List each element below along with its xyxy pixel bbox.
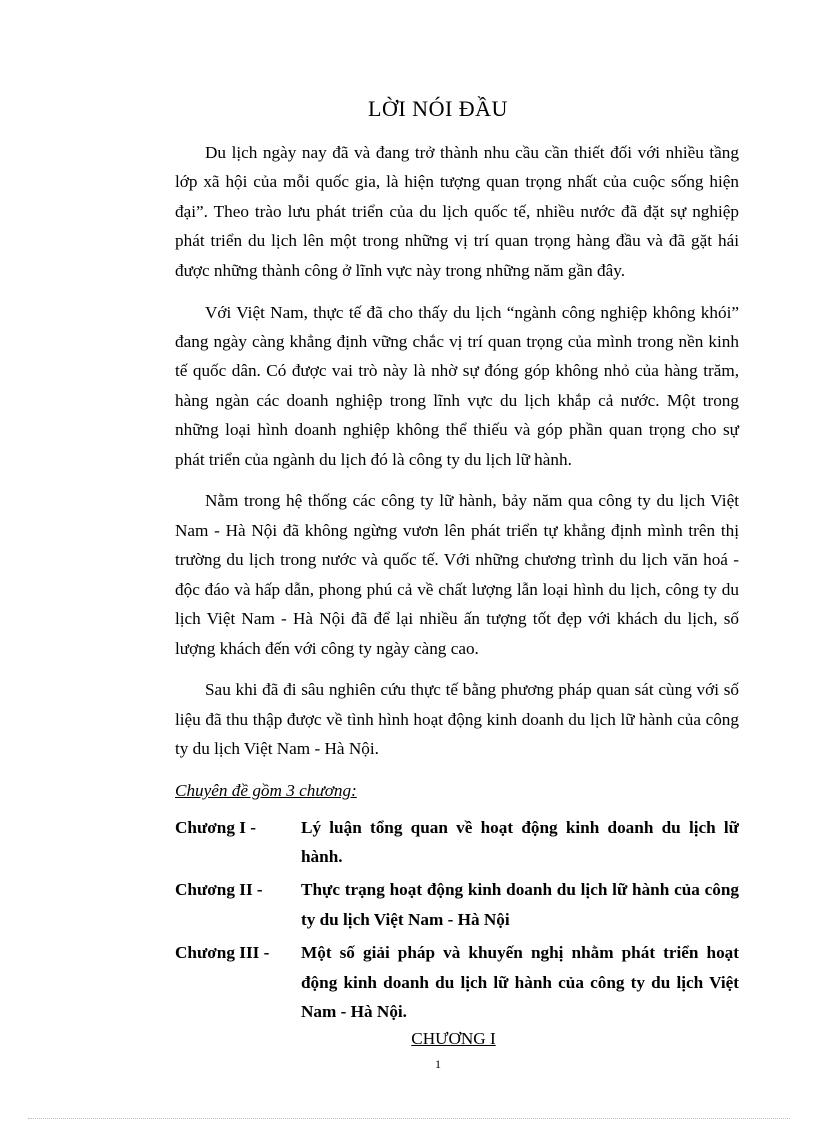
chapter-title: Thực trạng hoạt động kinh doanh du lịch lữ hành của công ty du lịch Việt Nam - Hà Nội xyxy=(301,880,739,929)
page-bottom-divider xyxy=(28,1118,790,1119)
chapter-label: Chương III - xyxy=(175,943,270,963)
page-number: 1 xyxy=(435,1057,441,1071)
paragraph: Sau khi đã đi sâu nghiên cứu thực tế bằng phương pháp quan sát cùng với số liệu đã thu thập được về tình hình hoạt động kinh doanh du lịch lữ hành của công ty du lịch Việt Nam - Hà Nội. xyxy=(175,680,739,759)
chapter-label: Chương I - xyxy=(175,817,256,837)
chapter-title: Một số giải pháp và khuyến nghị nhằm phát triển hoạt động kinh doanh du lịch lữ hành của công ty du lịch Việt Nam - Hà Nội. xyxy=(301,943,739,1021)
chapter-title: Lý luận tổng quan về hoạt động kinh doanh du lịch lữ hành. xyxy=(301,817,739,866)
chapter-item xyxy=(175,938,739,1026)
document-body xyxy=(175,138,739,1054)
paragraph: Nằm trong hệ thống các công ty lữ hành, bảy năm qua công ty du lịch Việt Nam - Hà Nội đã không ngừng vươn lên phát triển tự khẳng định mình trên thị trường du lịch trong nước và quốc tế. Với những chương trình du lịch văn hoá - độc đáo và hấp dẫn, phong phú cả về chất lượng lẫn loại hình du lịch, công ty du lịch Việt Nam - Hà Nội đã để lại nhiều ấn tượng tốt đẹp với khách du lịch, số lượng khách đến với công ty ngày càng cao. xyxy=(175,491,739,658)
page-title: LỜI NÓI ĐẦU xyxy=(368,96,508,121)
chapters-intro: Chuyên đề gồm 3 chương: xyxy=(175,781,357,801)
next-chapter-heading: CHƯƠNG I xyxy=(411,1029,496,1049)
chapter-item xyxy=(175,813,739,872)
paragraph: Du lịch ngày nay đã và đang trở thành nhu cầu cần thiết đối với nhiều tầng lớp xã hội của mỗi quốc gia, là hiện tượng quan trọng nhất của cuộc sống hiện đại”. Theo trào lưu phát triển của du lịch quốc tế, nhiều nước đã đặt sự nghiệp phát triển du lịch lên một trong những vị trí quan trọng hàng đầu và đã gặt hái được những thành công ở lĩnh vực này trong những năm gần đây. xyxy=(175,143,739,280)
paragraph: Với Việt Nam, thực tế đã cho thấy du lịch “ngành công nghiệp không khói” đang ngày càng khẳng định vững chắc vị trí quan trọng của mình trong nền kinh tế quốc dân. Có được vai trò này là nhờ sự đóng góp không nhỏ của hàng trăm, hàng ngàn các doanh nghiệp trong lĩnh vực du lịch khắp cả nước. Một trong những loại hình doanh nghiệp không thể thiếu và góp phần quan trọng cho sự phát triển của ngành du lịch đó là công ty du lịch lữ hành. xyxy=(175,302,739,469)
chapter-label: Chương II - xyxy=(175,880,263,900)
chapter-item xyxy=(175,875,739,934)
